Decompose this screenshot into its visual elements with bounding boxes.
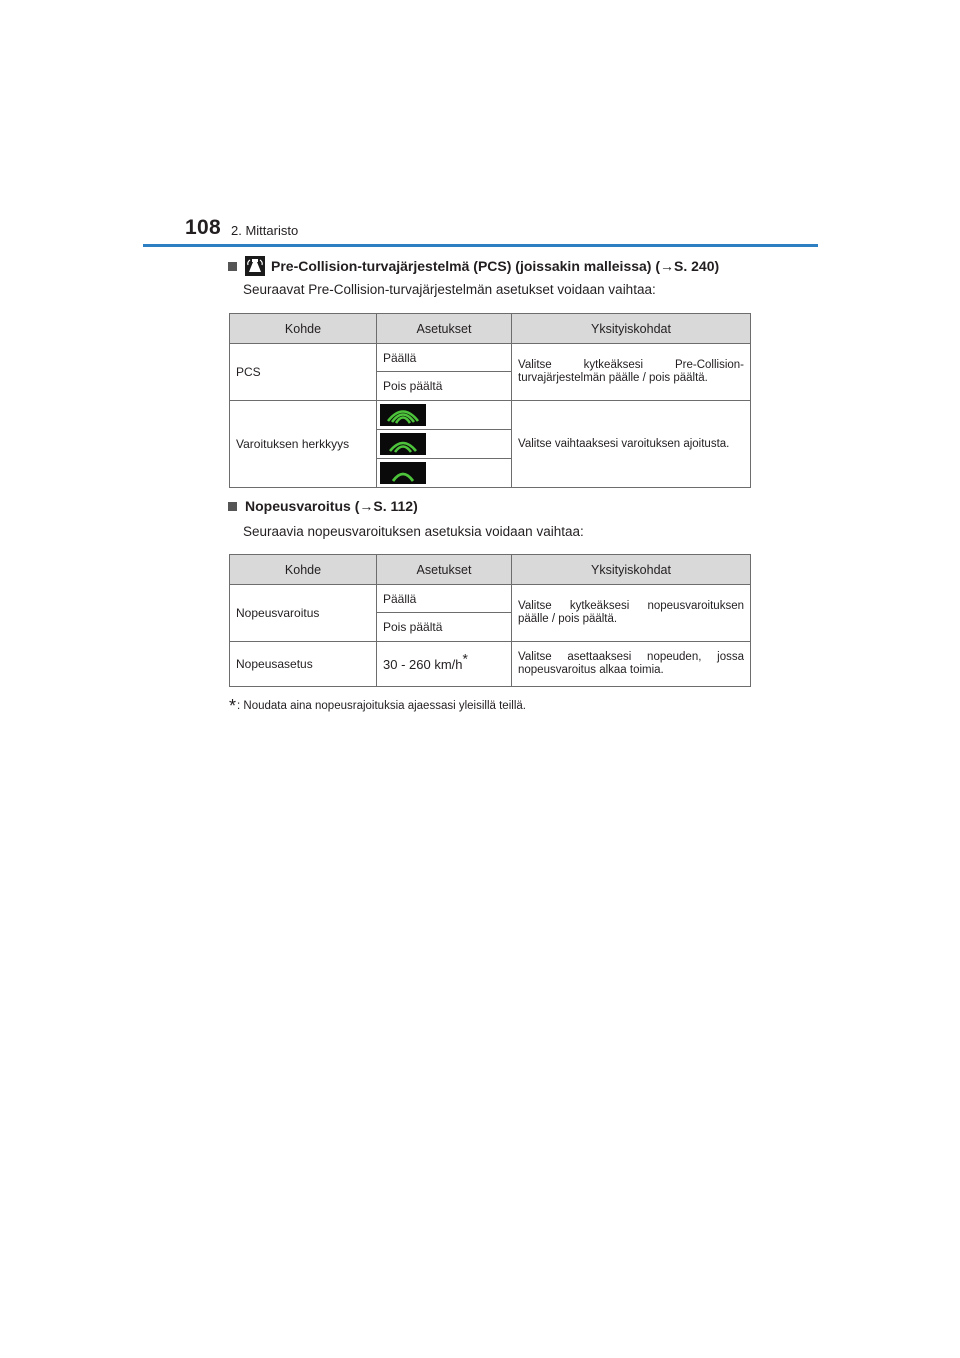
column-header-item: Kohde — [230, 555, 377, 585]
pcs-intro-text: Seuraavat Pre-Collision-turvajärjestelmän asetukset voidaan vaihtaa: — [243, 282, 656, 297]
row-details-sensitivity: Valitse vaihtaaksesi varoituksen ajoitusta. — [512, 401, 751, 488]
speed-section-title: Nopeusvaroitus ( — [245, 498, 360, 514]
header-rule — [143, 244, 818, 247]
table-row — [230, 344, 751, 372]
speed-section-heading — [228, 498, 418, 514]
table-header-row — [230, 555, 751, 585]
setting-speed-range — [377, 642, 512, 687]
table-row — [230, 401, 751, 430]
footnote-mark: * — [462, 650, 468, 667]
footnote — [229, 696, 526, 717]
table-header-row — [230, 314, 751, 344]
square-bullet-icon — [228, 502, 237, 511]
speed-settings-table — [229, 554, 751, 687]
pcs-settings-table — [229, 313, 751, 488]
setting-off: Pois päältä — [377, 613, 512, 642]
column-header-settings: Asetukset — [377, 314, 512, 344]
column-header-item: Kohde — [230, 314, 377, 344]
footnote-text: : Noudata aina nopeusrajoituksia ajaessasi yleisillä teillä. — [237, 700, 526, 712]
pcs-page-reference[interactable]: S. 240) — [674, 258, 720, 274]
setting-off: Pois päältä — [377, 372, 512, 401]
table-row — [230, 642, 751, 687]
reference-arrow: → — [359, 498, 374, 514]
setting-on: Päällä — [377, 344, 512, 372]
setting-sensitivity-high — [377, 401, 512, 430]
row-item-speed-setting: Nopeusasetus — [230, 642, 377, 687]
row-details-speed-warning: Valitse kytkeäksesi nopeusvaroituksen päälle / pois päältä. — [512, 585, 751, 642]
pcs-warning-icon — [245, 256, 265, 276]
speed-page-reference[interactable]: S. 112) — [373, 498, 418, 514]
chapter-title: 2. Mittaristo — [231, 223, 299, 238]
speed-intro-text: Seuraavia nopeusvaroituksen asetuksia voidaan vaihtaa: — [243, 524, 584, 539]
page-number: 108 — [185, 216, 221, 239]
row-item-warning-sensitivity: Varoituksen herkkyys — [230, 401, 377, 488]
column-header-details: Yksityiskohdat — [512, 555, 751, 585]
reference-arrow: → — [660, 258, 675, 274]
sensitivity-low-icon — [380, 462, 426, 484]
table-row — [230, 585, 751, 613]
column-header-settings: Asetukset — [377, 555, 512, 585]
column-header-details: Yksityiskohdat — [512, 314, 751, 344]
setting-sensitivity-low — [377, 459, 512, 488]
row-item-pcs: PCS — [230, 344, 377, 401]
setting-sensitivity-medium — [377, 430, 512, 459]
sensitivity-medium-icon — [380, 433, 426, 455]
row-details-speed-setting: Valitse asettaaksesi nopeuden, jossa nopeusvaroitus alkaa toimia. — [512, 642, 751, 687]
square-bullet-icon — [228, 262, 237, 271]
row-details-pcs: Valitse kytkeäksesi Pre-Collision-turvajärjestelmän päälle / pois päältä. — [512, 344, 751, 401]
setting-on: Päällä — [377, 585, 512, 613]
pcs-section-heading — [228, 256, 719, 276]
speed-range-value: 30 - 260 km/h — [383, 656, 463, 672]
pcs-section-title: Pre-Collision-turvajärjestelmä (PCS) (joissakin malleissa) ( — [271, 258, 661, 274]
footnote-mark: * — [229, 696, 237, 716]
sensitivity-high-icon — [380, 404, 426, 426]
row-item-speed-warning: Nopeusvaroitus — [230, 585, 377, 642]
